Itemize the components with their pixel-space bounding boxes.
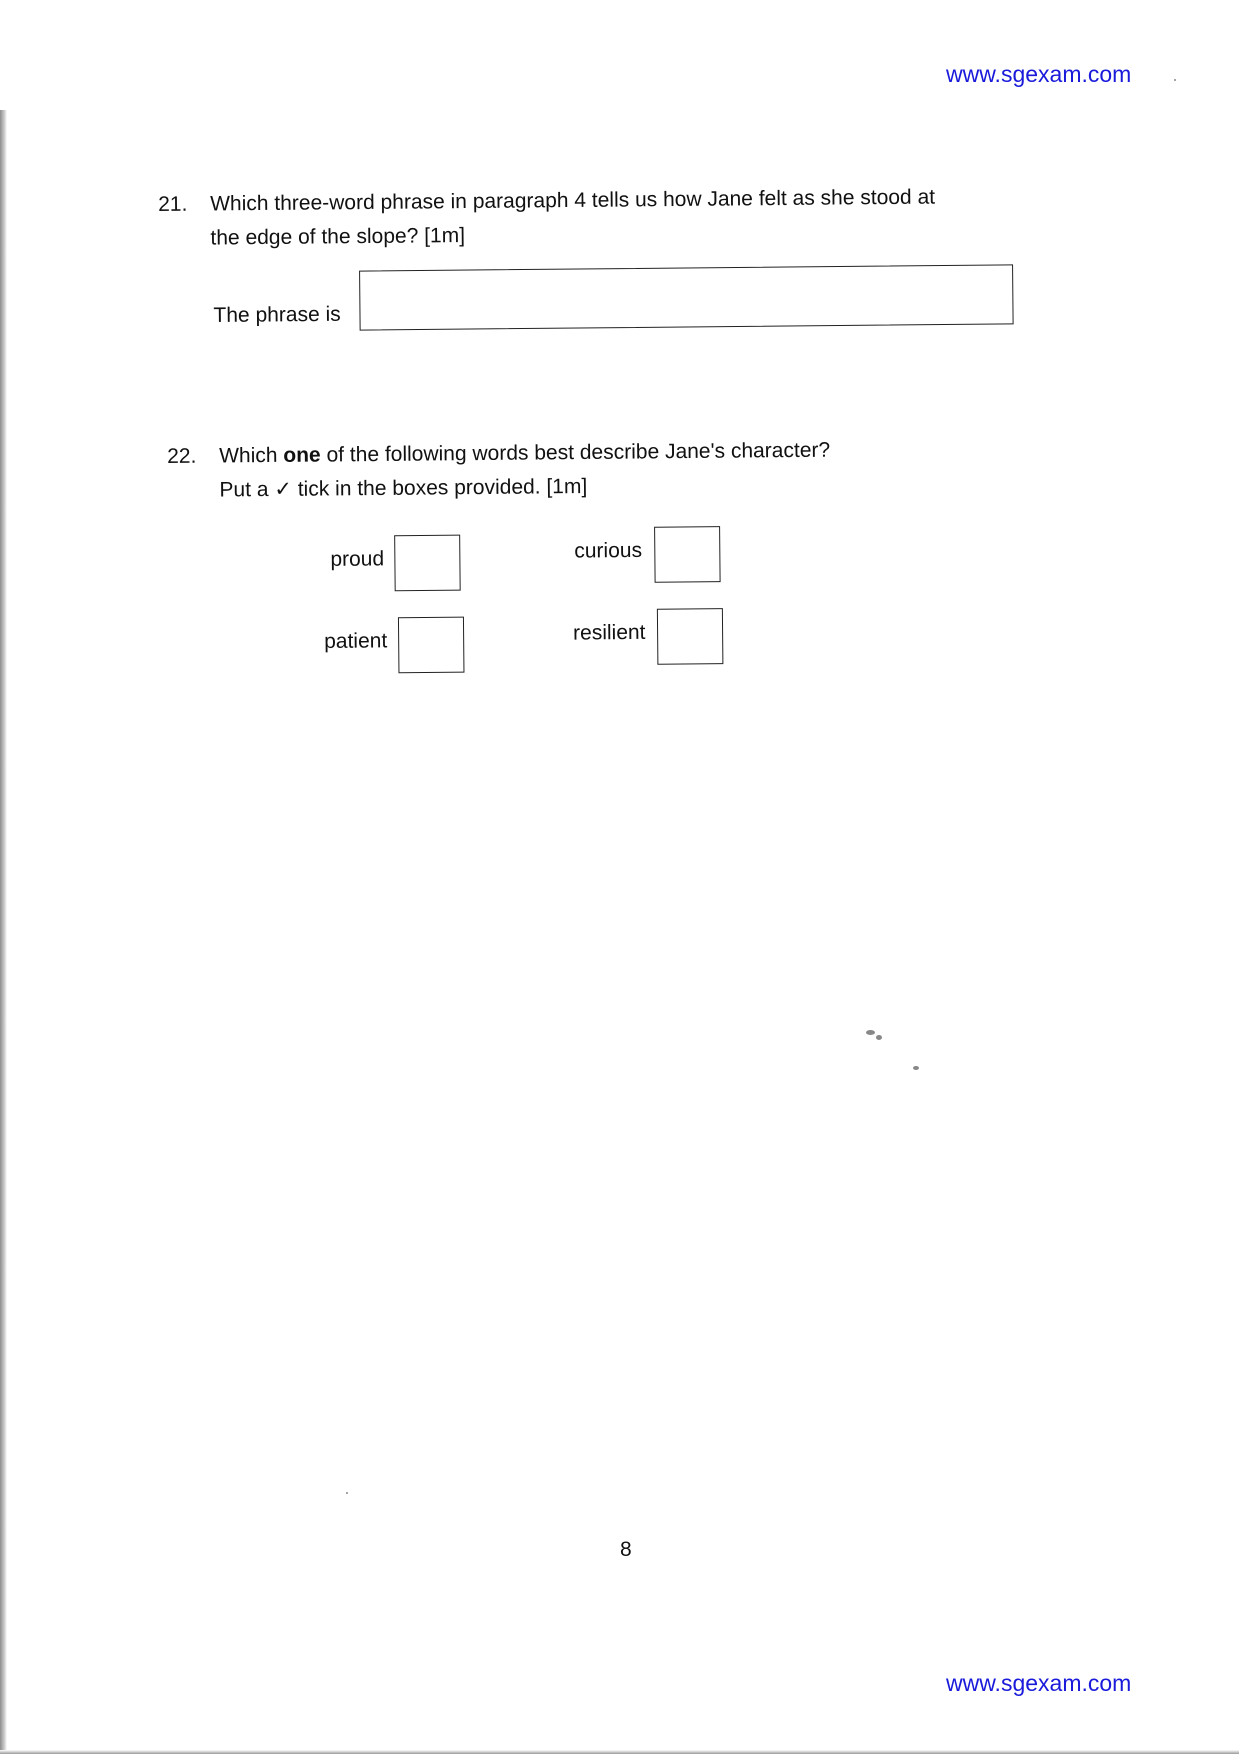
scan-speck [346,1492,348,1494]
header-site-link[interactable]: www.sgexam.com [946,61,1132,87]
question-text-line-1: Which three-word phrase in paragraph 4 tells us how Jane felt as she stood at [210,185,936,216]
question-text-line-1: Which one of the following words best describe Jane's character? [219,438,831,468]
scan-speck [876,1035,882,1040]
question-text-line-2: the edge of the slope? [1m] [210,224,466,250]
option-label: patient [324,629,388,653]
phrase-label: The phrase is [213,302,341,327]
option-proud [320,526,385,582]
option-resilient [572,600,646,656]
option-label: curious [574,538,643,563]
question-number: 22. [167,444,197,468]
tick-box-proud[interactable] [394,535,461,592]
page-number: 8 [620,1538,632,1561]
question-text-line-2: Put a ✓ tick in the boxes provided. [1m] [219,474,588,502]
scan-speck [866,1030,875,1035]
emphasis-one: one [283,443,321,467]
scan-bottom-edge [0,1750,1239,1754]
option-curious [572,518,643,574]
footer-site-link[interactable]: www.sgexam.com [946,1670,1132,1696]
scan-speck [913,1066,919,1070]
scan-speck [1174,79,1176,81]
tick-box-resilient[interactable] [657,608,724,665]
tick-box-curious[interactable] [654,526,721,583]
tick-box-patient[interactable] [398,617,465,674]
option-label: resilient [572,620,646,645]
scan-left-edge [0,110,7,1754]
option-patient [321,608,388,664]
phrase-answer-box[interactable] [359,264,1014,330]
question-number: 21. [158,192,188,216]
option-label: proud [330,547,385,571]
